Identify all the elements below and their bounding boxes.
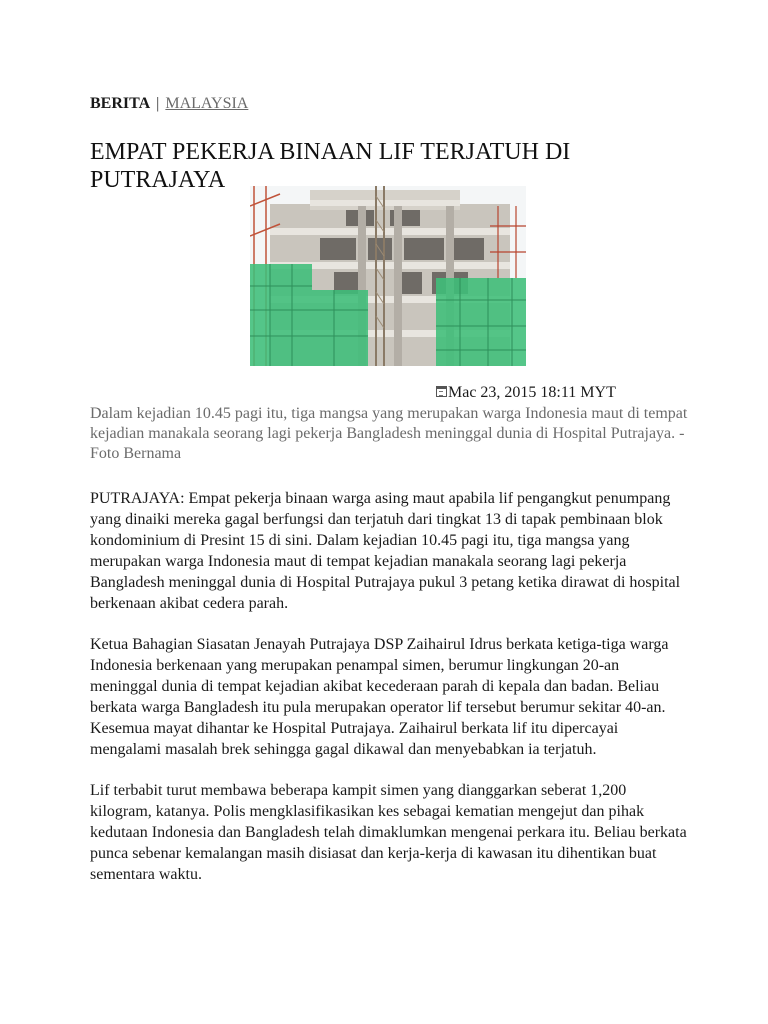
article-body	[90, 488, 690, 905]
calendar-icon	[436, 386, 447, 397]
breadcrumb-separator: |	[156, 95, 160, 112]
breadcrumb-section: BERITA	[90, 95, 151, 112]
article-paragraph: Lif terbabit turut membawa beberapa kampit simen yang dianggarkan seberat 1,200 kilogram, katanya. Polis mengklasifikasikan kes sebagai kematian mengejut dan pihak kedutaan Indonesia dan Bangladesh telah dimaklumkan mengenai perkara itu. Beliau berkata punca sebenar kemalangan masih disiasat dan kerja-kerja di kawasan itu dihentikan buat sementara waktu.	[90, 782, 687, 883]
breadcrumb-category-link[interactable]: MALAYSIA	[165, 95, 249, 112]
article-headline: EMPAT PEKERJA BINAAN LIF TERJATUH DI PUTRAJAYA	[90, 139, 571, 193]
breadcrumb	[90, 94, 248, 114]
photo-caption: Dalam kejadian 10.45 pagi itu, tiga mangsa yang merupakan warga Indonesia maut di tempat kejadian manakala seorang lagi pekerja Bangladesh meninggal dunia di Hospital Putrajaya. - Foto Bernama	[90, 405, 688, 462]
article-date: Mac 23, 2015 18:11 MYT	[448, 384, 616, 401]
article-paragraph: Ketua Bahagian Siasatan Jenayah Putrajaya DSP Zaihairul Idrus berkata ketiga-tiga warga Indonesia berkenaan yang merupakan penampal simen, berumur lingkungan 20-an meninggal dunia di tempat kejadian akibat kecederaan parah di kepala dan badan. Beliau berkata warga Bangladesh itu pula merupakan operator lif tersebut berumur sekitar 40-an. Kesemua mayat dihantar ke Hospital Putrajaya. Zaihairul berkata lif itu dipercayai mengalami masalah brek sehingga gagal dikawal dan menyebabkan ia terjatuh.	[90, 636, 669, 758]
construction-site-photo	[250, 186, 526, 366]
article-dateline	[436, 383, 616, 403]
article-paragraph: PUTRAJAYA: Empat pekerja binaan warga asing maut apabila lif pengangkut penumpang yang dinaiki mereka gagal berfungsi dan terjatuh dari tingkat 13 di tapak pembinaan blok kondominium di Presint 15 di sini. Dalam kejadian 10.45 pagi itu, tiga mangsa yang merupakan warga Indonesia maut di tempat kejadian manakala seorang lagi pekerja Bangladesh meninggal dunia di Hospital Putrajaya pukul 3 petang ketika dirawat di hospital berkenaan akibat cedera parah.	[90, 490, 681, 612]
